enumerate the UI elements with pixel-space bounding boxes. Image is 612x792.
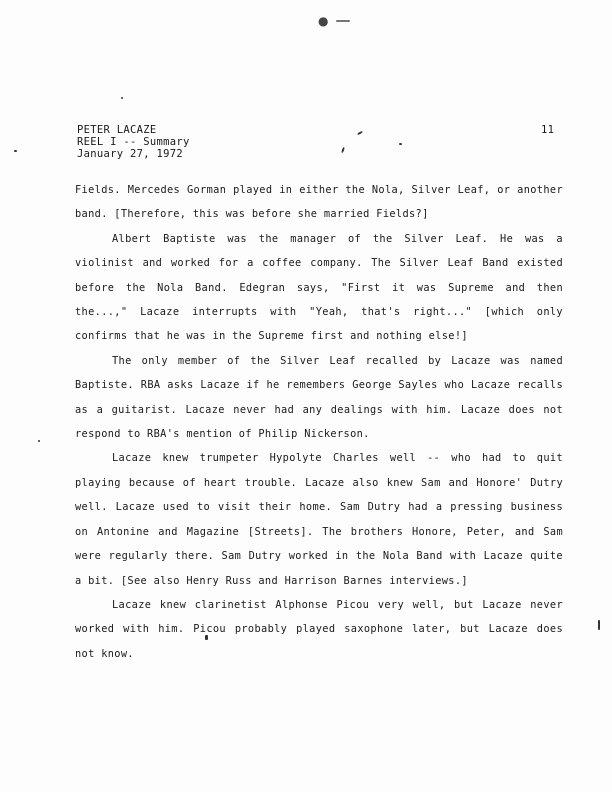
scan-speck bbox=[336, 20, 350, 22]
scan-speck bbox=[598, 620, 600, 630]
scan-speck bbox=[121, 97, 123, 99]
page-number: 11 bbox=[541, 124, 555, 136]
document-header bbox=[77, 124, 190, 160]
interviewee-name: PETER LACAZE bbox=[77, 124, 157, 136]
summary-body bbox=[75, 178, 563, 666]
scan-speck bbox=[357, 131, 363, 136]
paragraph: Lacaze knew trumpeter Hypolyte Charles well -- who had to quit playing because of heart trouble. Lacaze also knew Sam and Honore' Dutry well. Lacaze used to visit their home. Sam Dutry had a pressing business on Antonine and Magazine [Streets]. The brothers Honore, Peter, and Sam were regularly there. Sam Dutry worked in the Nola Band with Lacaze quite a bit. [See also Henry Russ and Harrison Barnes interviews.] bbox=[75, 452, 563, 587]
scan-speck bbox=[38, 440, 40, 442]
reel-label: REEL I -- Summary bbox=[77, 136, 190, 148]
paragraph: Albert Baptiste was the manager of the Silver Leaf. He was a violinist and worked for a coffee company. The Silver Leaf Band existed before the Nola Band. Edegran says, "First it was Supreme and then the...," Lacaze interrupts with "Yeah, that's right..." [which only confirms that he was in the Supreme first and nothing else!] bbox=[75, 232, 563, 343]
scan-speck bbox=[14, 150, 17, 152]
scan-mark-top: ● bbox=[318, 14, 329, 28]
scan-speck bbox=[399, 143, 402, 145]
scan-speck bbox=[341, 147, 345, 153]
paragraph: The only member of the Silver Leaf recalled by Lacaze was named Baptiste. RBA asks Lacaze if he remembers George Sayles who Lacaze recalls as a guitarist. Lacaze never had any dealings with him. Lacaze does not respond to RBA's mention of Philip Nickerson. bbox=[75, 354, 563, 441]
paragraph: Lacaze knew clarinetist Alphonse Picou very well, but Lacaze never worked with him. Picou probably played saxophone later, but Lacaze does not know. bbox=[75, 598, 563, 660]
paragraph: Fields. Mercedes Gorman played in either the Nola, Silver Leaf, or another band. [Therefore, this was before she married Fields?] bbox=[75, 184, 563, 221]
interview-date: January 27, 1972 bbox=[77, 148, 183, 160]
